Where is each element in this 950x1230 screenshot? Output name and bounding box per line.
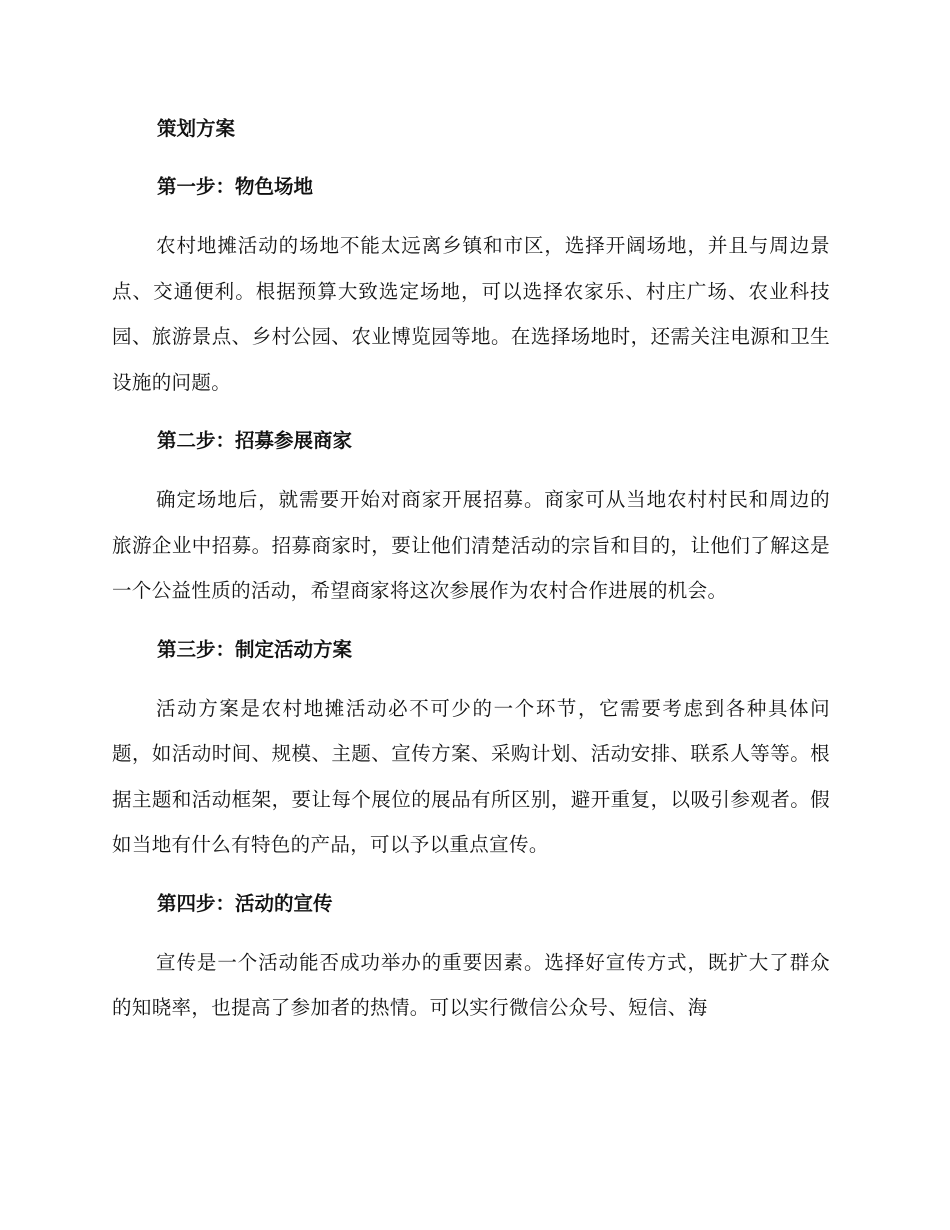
section-body-promotion: 宣传是一个活动能否成功举办的重要因素。选择好宣传方式，既扩大了群众的知晓率，也提高了参加者的热情。可以实行微信公众号、短信、海: [112, 950, 830, 1019]
section-heading-site: 第一步：物色场地: [157, 175, 314, 198]
section-body-plan: 活动方案是农村地摊活动必不可少的一个环节，它需要考虑到各种具体问题，如活动时间、规模、主题、宣传方案、采购计划、活动安排、联系人等等。根据主题和活动框架，要让每个展位的展品有所区别，避开重复，以吸引参观者。假如当地有什么有特色的产品，可以予以重点宣传。: [112, 696, 830, 856]
section-heading-plan: 第三步：制定活动方案: [157, 637, 353, 661]
document-title: 策划方案: [157, 117, 236, 140]
section-heading-promotion: 第四步：活动的宣传: [157, 891, 333, 915]
section-body-merchants: 确定场地后，就需要开始对商家开展招募。商家可从当地农村村民和周边的旅游企业中招募。招募商家时，要让他们清楚活动的宗旨和目的，让他们了解这是一个公益性质的活动，希望商家将这次参展作为农村合作进展的机会。: [112, 488, 830, 602]
section-heading-merchants: 第二步：招募参展商家: [157, 429, 353, 452]
document-content: [112, 107, 830, 1045]
section-body-site: 农村地摊活动的场地不能太远离乡镇和市区，选择开阔场地，并且与周边景点、交通便利。根据预算大致选定场地，可以选择农家乐、村庄广场、农业科技园、旅游景点、乡村公园、农业博览园等地。在选择场地时，还需关注电源和卫生设施的问题。: [112, 234, 830, 394]
